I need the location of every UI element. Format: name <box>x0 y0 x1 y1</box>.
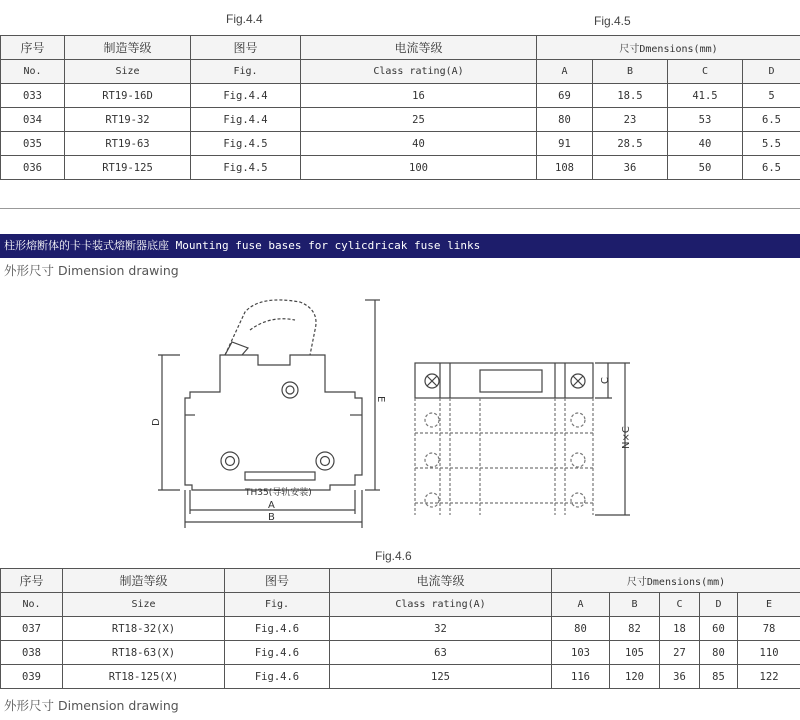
cell-size: RT19-16D <box>65 84 191 108</box>
table-row <box>1 641 800 665</box>
cell-size: RT18-63(X) <box>63 641 225 665</box>
header-dim-a: A <box>552 593 610 617</box>
table-row <box>1 617 800 641</box>
table-row <box>1 108 800 132</box>
cell-c: 27 <box>660 641 700 665</box>
label-nc: N×C <box>621 426 632 449</box>
dimension-drawing-label: 外形尺寸 Dimension drawing <box>4 263 179 278</box>
cell-size: RT18-32(X) <box>63 617 225 641</box>
label-a: A <box>268 500 275 511</box>
header-fig: 图号 <box>225 569 330 593</box>
cell-b: 36 <box>593 156 668 180</box>
header-no-en: No. <box>1 593 63 617</box>
header-size-en: Size <box>63 593 225 617</box>
cell-b: 82 <box>610 617 660 641</box>
cell-no: 038 <box>1 641 63 665</box>
cell-d: 85 <box>700 665 738 689</box>
table-row <box>1 156 800 180</box>
cell-b: 18.5 <box>593 84 668 108</box>
header-no-en: No. <box>1 60 65 84</box>
cell-c: 50 <box>668 156 743 180</box>
cell-fig: Fig.4.6 <box>225 617 330 641</box>
cell-e: 78 <box>738 617 800 641</box>
label-d: D <box>151 418 162 426</box>
top-spec-table <box>0 35 800 180</box>
cell-e: 122 <box>738 665 800 689</box>
header-dim-d: D <box>700 593 738 617</box>
cell-rating: 100 <box>301 156 537 180</box>
cell-a: 108 <box>537 156 593 180</box>
cell-b: 120 <box>610 665 660 689</box>
cell-rating: 63 <box>330 641 552 665</box>
fuse-base-outline <box>185 355 362 490</box>
dimension-drawing <box>150 290 640 555</box>
cell-b: 105 <box>610 641 660 665</box>
handle-dashed <box>225 300 316 355</box>
label-b: B <box>268 512 275 523</box>
cell-rating: 16 <box>301 84 537 108</box>
header-rating-en: Class rating(A) <box>330 593 552 617</box>
header-dim-c: C <box>660 593 700 617</box>
table-row <box>1 132 800 156</box>
cell-no: 036 <box>1 156 65 180</box>
cell-fig: Fig.4.5 <box>191 132 301 156</box>
header-dimensions: 尺寸Dmensions(mm) <box>552 569 800 593</box>
cell-c: 40 <box>668 132 743 156</box>
header-dim-d: D <box>743 60 800 84</box>
cell-c: 36 <box>660 665 700 689</box>
cell-c: 53 <box>668 108 743 132</box>
cell-rating: 25 <box>301 108 537 132</box>
section-title-band: 柱形熔断体的卡卡装式熔断器底座 Mounting fuse bases for cylicdricak fuse links <box>0 234 800 258</box>
cell-b: 28.5 <box>593 132 668 156</box>
header-fig-en: Fig. <box>225 593 330 617</box>
header-fig-en: Fig. <box>191 60 301 84</box>
cell-a: 80 <box>537 108 593 132</box>
footer-dimension-label: 外形尺寸 Dimension drawing <box>4 698 179 713</box>
fig-caption-4-5: Fig.4.5 <box>594 14 631 28</box>
cell-no: 033 <box>1 84 65 108</box>
cell-fig: Fig.4.4 <box>191 84 301 108</box>
cell-fig: Fig.4.5 <box>191 156 301 180</box>
header-dim-b: B <box>593 60 668 84</box>
cell-d: 60 <box>700 617 738 641</box>
cell-fig: Fig.4.6 <box>225 665 330 689</box>
cell-d: 6.5 <box>743 156 800 180</box>
cell-e: 110 <box>738 641 800 665</box>
header-rating-en: Class rating(A) <box>301 60 537 84</box>
cell-a: 91 <box>537 132 593 156</box>
cell-fig: Fig.4.4 <box>191 108 301 132</box>
cell-fig: Fig.4.6 <box>225 641 330 665</box>
cell-a: 116 <box>552 665 610 689</box>
header-size: 制造等级 <box>63 569 225 593</box>
cell-c: 41.5 <box>668 84 743 108</box>
cell-size: RT19-32 <box>65 108 191 132</box>
bottom-spec-table <box>0 568 800 689</box>
cell-size: RT18-125(X) <box>63 665 225 689</box>
table-row <box>1 665 800 689</box>
front-view-module <box>415 363 593 398</box>
cell-d: 6.5 <box>743 108 800 132</box>
header-no: 序号 <box>1 36 65 60</box>
header-fig: 图号 <box>191 36 301 60</box>
cell-rating: 32 <box>330 617 552 641</box>
label-c: C <box>600 377 611 384</box>
header-rating: 电流等级 <box>301 36 537 60</box>
cell-d: 80 <box>700 641 738 665</box>
header-no: 序号 <box>1 569 63 593</box>
cell-no: 034 <box>1 108 65 132</box>
cell-c: 18 <box>660 617 700 641</box>
cell-size: RT19-63 <box>65 132 191 156</box>
rail-label: TH35(导轨安装) <box>245 488 312 498</box>
header-dim-a: A <box>537 60 593 84</box>
cell-b: 23 <box>593 108 668 132</box>
fig-caption-4-4: Fig.4.4 <box>226 12 263 26</box>
cell-no: 035 <box>1 132 65 156</box>
cell-d: 5 <box>743 84 800 108</box>
cell-a: 103 <box>552 641 610 665</box>
cell-d: 5.5 <box>743 132 800 156</box>
header-size-en: Size <box>65 60 191 84</box>
header-dim-c: C <box>668 60 743 84</box>
cell-a: 69 <box>537 84 593 108</box>
cell-no: 039 <box>1 665 63 689</box>
label-e: E <box>375 396 386 403</box>
header-dim-e: E <box>738 593 800 617</box>
cell-rating: 125 <box>330 665 552 689</box>
table-row <box>1 84 800 108</box>
header-size: 制造等级 <box>65 36 191 60</box>
divider <box>0 208 800 209</box>
fig-caption-4-6: Fig.4.6 <box>375 549 412 563</box>
cell-size: RT19-125 <box>65 156 191 180</box>
header-dim-b: B <box>610 593 660 617</box>
cell-no: 037 <box>1 617 63 641</box>
cell-rating: 40 <box>301 132 537 156</box>
header-rating: 电流等级 <box>330 569 552 593</box>
cell-a: 80 <box>552 617 610 641</box>
header-dimensions: 尺寸Dmensions(mm) <box>537 36 800 60</box>
